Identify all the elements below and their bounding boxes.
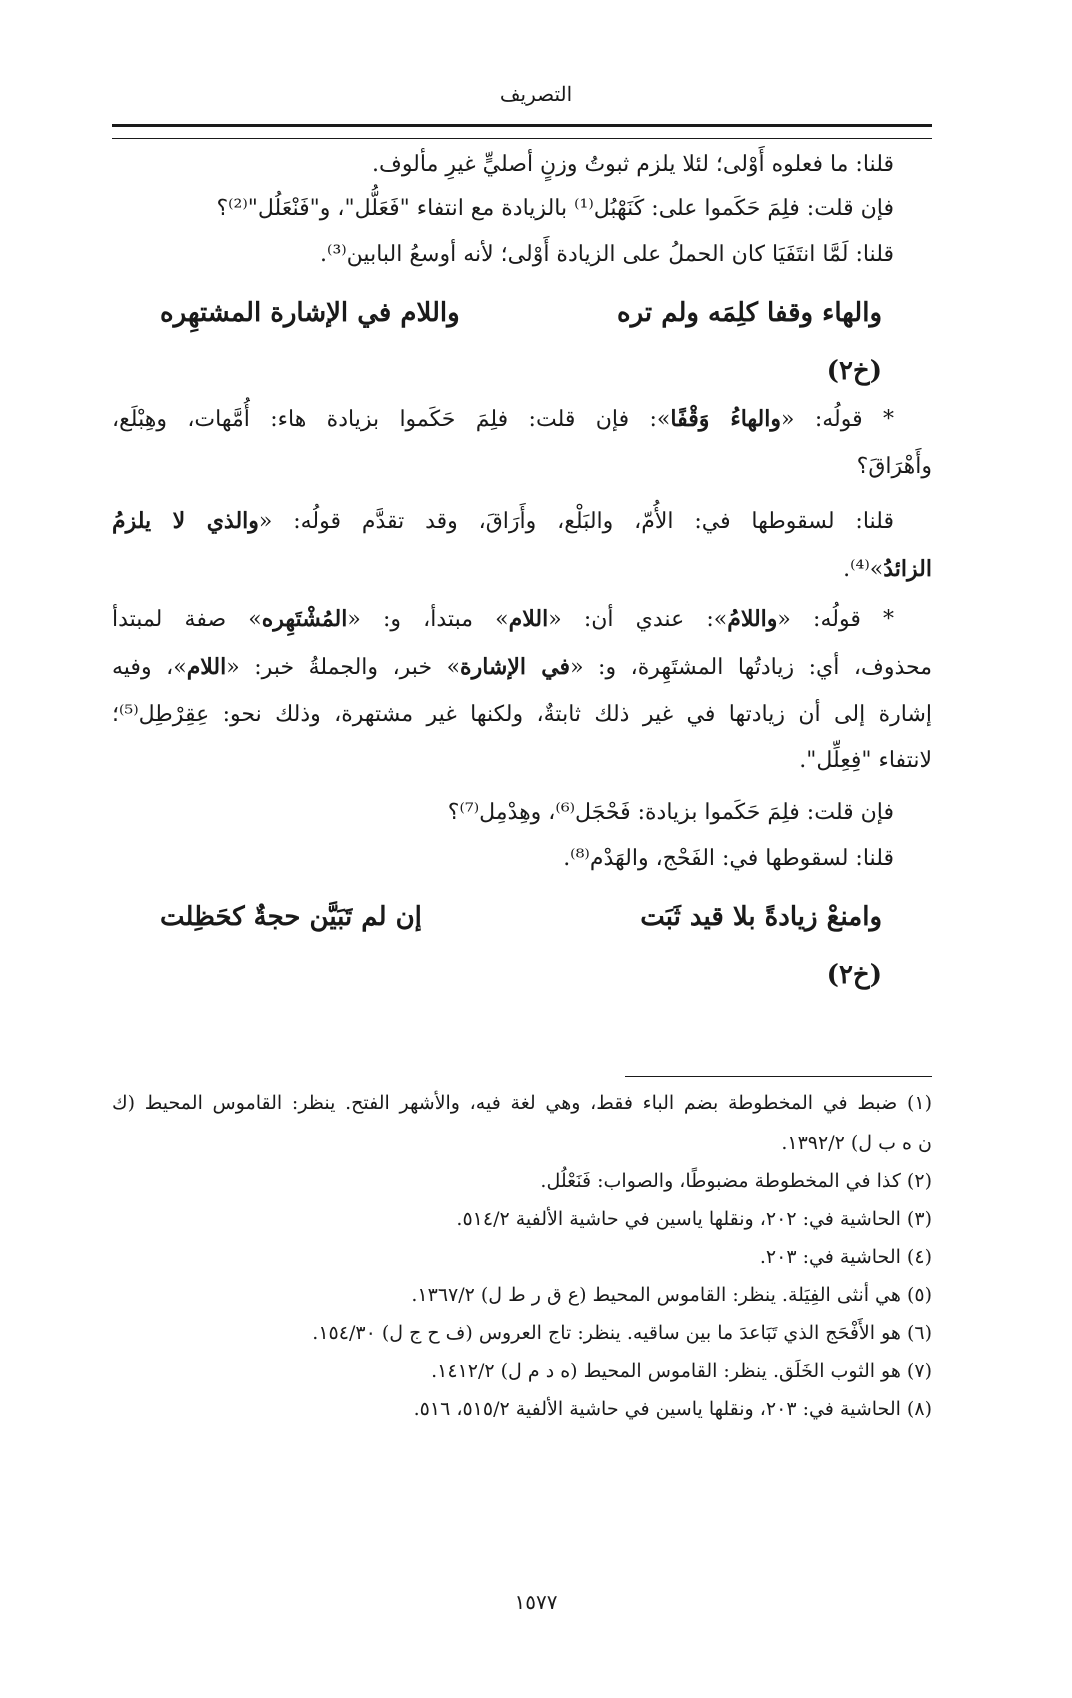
paragraph-line: * قولُه: «والهاءُ وَقْفًا»: فإن قلت: فلِمَ حَكَموا بزيادة هاء: أُمَّهات، وهِبْلَع، xyxy=(112,406,894,432)
footnote: (٣) الحاشية في: ٢٠٢، ونقلها ياسين في حاشية الألفية ٥١٤/٢. xyxy=(456,1208,932,1230)
verse-hemistich-first: وامنعْ زيادةً بلا قيد ثَبَت xyxy=(640,902,882,932)
footnote: (٨) الحاشية في: ٢٠٣، ونقلها ياسين في حاشية الألفية ٥١٥/٢، ٥١٦. xyxy=(413,1398,932,1420)
footnote: (٤) الحاشية في: ٢٠٣. xyxy=(759,1246,932,1268)
paragraph-line: محذوف، أي: زيادتُها المشتَهِرة، و: «في الإشارة» خبر، والجملةُ خبر: «اللام»، وفيه xyxy=(112,654,932,680)
running-title: التصريف xyxy=(499,82,573,106)
footnote: (٧) هو الثوب الخَلَق. ينظر: القاموس المحيط (ه د م ل) ١٤١٢/٢. xyxy=(431,1360,932,1382)
footnote: (٦) هو الأَفْحَج الذي تَبَاعدَ ما بين ساقيه. ينظر: تاج العروس (ف ح ج ل) ١٥٤/٣٠. xyxy=(312,1322,932,1344)
paragraph-line: وأَهْرَاقَ؟ xyxy=(856,454,932,479)
paragraph-line: * قولُه: «واللامُ»: عندي أن: «اللام» مبتدأ، و: «المُشْتَهِره» صفة لمبتدأ xyxy=(112,606,894,632)
verse-source-tag: (خ٢) xyxy=(826,356,882,386)
verse-hemistich-first: والهاء وقفا كلِمَه ولم تره xyxy=(616,298,882,328)
text-line: فإن قلت: فلِمَ حَكَموا بزيادة: فَحْجَل⁽⁶⁾، وهِدْمِل⁽⁷⁾؟ xyxy=(447,800,894,825)
footnote: ن ه ب ل) ١٣٩٢/٢. xyxy=(781,1132,932,1154)
text-line: فإن قلت: فلِمَ حَكَموا على: كَنَهْبُل⁽¹⁾ بالزيادة مع انتفاء "فَعَلُّل"، و"فَنْعَلُل"⁽²⁾؟ xyxy=(216,196,894,221)
footnote: (٢) كذا في المخطوطة مضبوطًا، والصواب: فَنَعْلُل. xyxy=(540,1170,932,1192)
verse-hemistich-second: إن لم تَبَيَّن حجةٌ كحَظِلت xyxy=(160,902,422,932)
footnote-separator xyxy=(625,1076,932,1077)
footnote: (١) ضبط في المخطوطة بضم الباء فقط، وهي لغة فيه، والأشهر الفتح. ينظر: القاموس المحيط (ك xyxy=(112,1092,932,1114)
verse-source-tag: (خ٢) xyxy=(826,960,882,990)
paragraph-line: إشارة إلى أن زيادتها في غير ذلك ثابتةٌ، ولكنها غير مشتهرة، وذلك نحو: عِقِرْطِل⁽⁵⁾؛ xyxy=(112,702,932,727)
paragraph-line: لانتفاء "فِعِلِّل". xyxy=(799,748,932,773)
verse-hemistich-second: واللام في الإشارة المشتهِره xyxy=(160,298,460,328)
header-rule-thin xyxy=(112,138,932,139)
paragraph-line: الزائدُ»⁽⁴⁾. xyxy=(843,556,932,582)
header-rule-thick xyxy=(112,124,932,127)
footnote: (٥) هي أنثى الفِيَلة. ينظر: القاموس المحيط (ع ق ر ط ل) ١٣٦٧/٢. xyxy=(411,1284,932,1306)
paragraph-line: قلنا: لسقوطها في: الأُمّ، والبَلْع، وأَرَاقَ، وقد تقدَّم قولُه: «والذي لا يلزمُ xyxy=(112,508,894,534)
page-number: ١٥٧٧ xyxy=(514,1590,558,1614)
text-line: قلنا: لسقوطها في: الفَحْج، والهَدْم⁽⁸⁾. xyxy=(563,846,894,871)
text-line: قلنا: ما فعلوه أَوْلى؛ لئلا يلزم ثبوتُ وزنٍ أصليٍّ غيرِ مألوف. xyxy=(372,152,894,177)
text-line: قلنا: لَمَّا انتَفَيَا كان الحملُ على الزيادة أَوْلى؛ لأنه أوسعُ البابين⁽³⁾. xyxy=(320,242,894,267)
